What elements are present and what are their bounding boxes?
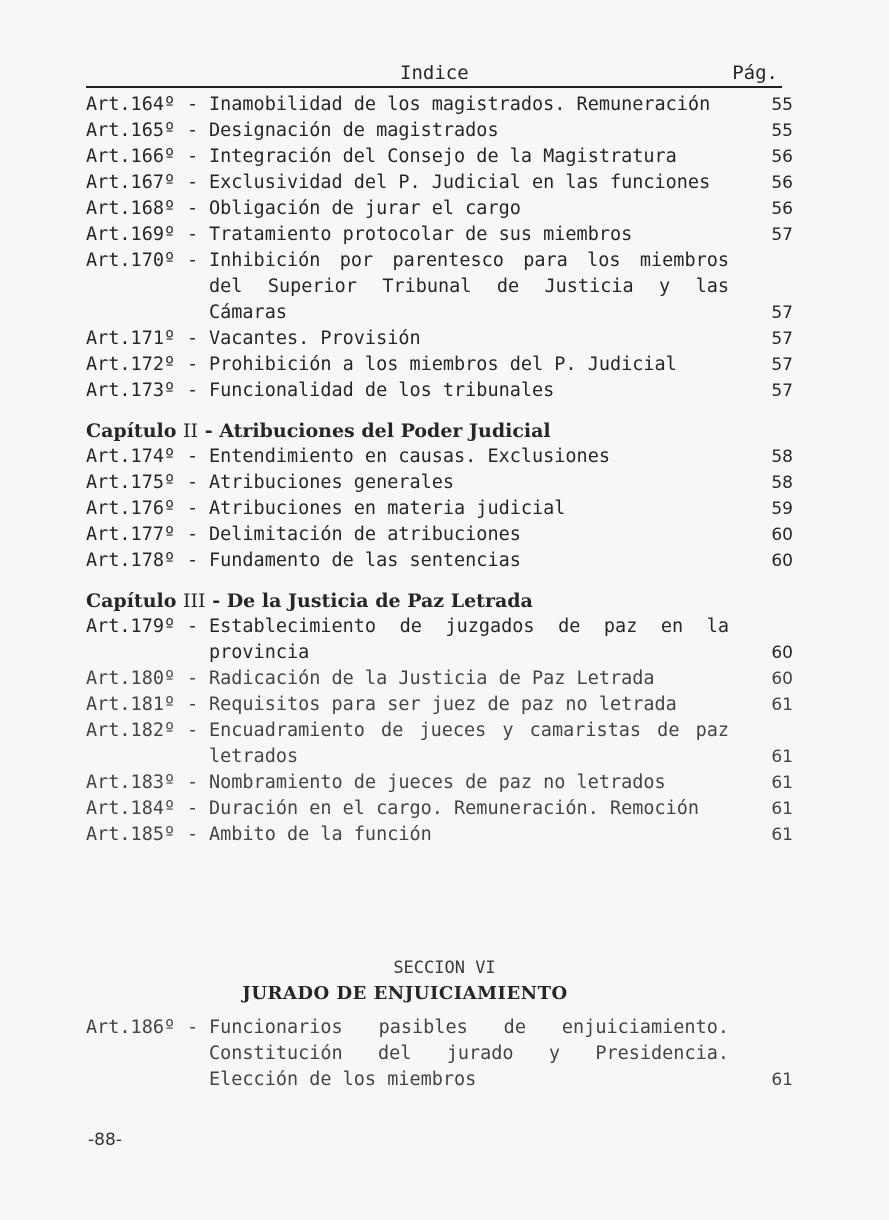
page-number: 58 bbox=[771, 447, 793, 467]
article-description: Atribuciones generales bbox=[209, 472, 455, 493]
article-description: Funcionarios pasibles de enjuiciamiento. Constitución del jurado y Presidencia. Elección de los miembros bbox=[209, 1017, 729, 1090]
index-entry: Art.166º - Integración del Consejo de la Magistratura 56 bbox=[86, 144, 796, 170]
index-entry: Art.182º - Encuadramiento de jueces y camaristas de paz letrados 61 bbox=[86, 718, 796, 770]
article-number: Art.165º bbox=[86, 120, 176, 141]
page-number: 61 bbox=[771, 825, 793, 845]
article-number: Art.164º bbox=[86, 94, 176, 115]
article-number: Art.170º bbox=[86, 250, 176, 271]
index-entry: Art.174º - Entendimiento en causas. Exclusiones 58 bbox=[86, 444, 796, 470]
article-description: Vacantes. Provisión bbox=[209, 328, 421, 349]
article-description: Radicación de la Justicia de Paz Letrada bbox=[209, 668, 655, 689]
page-number: 61 bbox=[771, 747, 793, 767]
chapter-title: - Atribuciones del Poder Judicial bbox=[204, 420, 551, 442]
index-entry: Art.185º - Ambito de la función 61 bbox=[86, 822, 796, 848]
article-number: Art.183º bbox=[86, 772, 176, 793]
chapter-title: - De la Justicia de Paz Letrada bbox=[212, 590, 533, 612]
index-entry: Art.183º - Nombramiento de jueces de paz no letrados 61 bbox=[86, 770, 796, 796]
article-number: Art.171º bbox=[86, 328, 176, 349]
section-title: JURADO DE ENJUICIAMIENTO bbox=[242, 983, 568, 1004]
page-number: 61 bbox=[771, 799, 793, 819]
article-number: Art.178º bbox=[86, 550, 176, 571]
page-number: 58 bbox=[771, 473, 793, 493]
index-entry: Art.169º - Tratamiento protocolar de sus miembros 57 bbox=[86, 222, 796, 248]
article-number: Art.173º bbox=[86, 380, 176, 401]
article-number: Art.168º bbox=[86, 198, 176, 219]
article-number: Art.179º bbox=[86, 616, 176, 637]
article-number: Art.185º bbox=[86, 824, 176, 845]
index-header bbox=[86, 60, 782, 88]
index-entry: Art.180º - Radicación de la Justicia de Paz Letrada 60 bbox=[86, 666, 796, 692]
entries-section-6 bbox=[86, 1015, 796, 1093]
article-description: Entendimiento en causas. Exclusiones bbox=[209, 446, 610, 467]
page-number: 57 bbox=[771, 355, 793, 375]
article-description: Prohibición a los miembros del P. Judicial bbox=[209, 354, 677, 375]
article-number: Art.166º bbox=[86, 146, 176, 167]
article-number: Art.176º bbox=[86, 498, 176, 519]
page-number: 57 bbox=[771, 381, 793, 401]
article-number: Art.186º bbox=[86, 1017, 176, 1038]
article-description: Fundamento de las sentencias bbox=[209, 550, 521, 571]
index-entry: Art.165º - Designación de magistrados 55 bbox=[86, 118, 796, 144]
page-number: 55 bbox=[771, 95, 793, 115]
article-description: Delimitación de atribuciones bbox=[209, 524, 521, 545]
page-number: 56 bbox=[771, 147, 793, 167]
article-description: Integración del Consejo de la Magistratura bbox=[209, 146, 677, 167]
article-description: Funcionalidad de los tribunales bbox=[209, 380, 555, 401]
article-description: Tratamiento protocolar de sus miembros bbox=[209, 224, 633, 245]
page-number: 60 bbox=[771, 525, 793, 545]
article-description: Ambito de la función bbox=[209, 824, 432, 845]
index-entry: Art.181º - Requisitos para ser juez de paz no letrada 61 bbox=[86, 692, 796, 718]
index-entry: Art.186º - Funcionarios pasibles de enjuiciamiento. Constitución del jurado y Presidencia. Elección de los miembros 61 bbox=[86, 1015, 796, 1093]
index-entries bbox=[86, 92, 796, 848]
index-entry: Art.164º - Inamobilidad de los magistrados. Remuneración 55 bbox=[86, 92, 796, 118]
index-entry: Art.184º - Duración en el cargo. Remuneración. Remoción 61 bbox=[86, 796, 796, 822]
index-entry: Art.172º - Prohibición a los miembros del P. Judicial 57 bbox=[86, 352, 796, 378]
chapter-label: Capítulo bbox=[86, 590, 177, 612]
page-number: 56 bbox=[771, 199, 793, 219]
article-description: Nombramiento de jueces de paz no letrados bbox=[209, 772, 666, 793]
article-number: Art.180º bbox=[86, 668, 176, 689]
entries-chapter-2 bbox=[86, 444, 796, 574]
page-number: 61 bbox=[771, 1070, 793, 1090]
page-number: 60 bbox=[771, 643, 793, 663]
page-number: 55 bbox=[771, 121, 793, 141]
page-number: 61 bbox=[771, 695, 793, 715]
article-number: Art.181º bbox=[86, 694, 176, 715]
folio-number: -88- bbox=[88, 1130, 122, 1150]
page-number: 59 bbox=[771, 499, 793, 519]
index-entry: Art.170º - Inhibición por parentesco para los miembros del Superior Tribunal de Justicia y las Cámaras 57 bbox=[86, 248, 796, 326]
article-description: Requisitos para ser juez de paz no letrada bbox=[209, 694, 677, 715]
article-description: Designación de magistrados bbox=[209, 120, 499, 141]
article-number: Art.169º bbox=[86, 224, 176, 245]
article-number: Art.177º bbox=[86, 524, 176, 545]
index-entry: Art.171º - Vacantes. Provisión 57 bbox=[86, 326, 796, 352]
page-number: 60 bbox=[771, 551, 793, 571]
article-description: Duración en el cargo. Remuneración. Remoción bbox=[209, 798, 700, 819]
chapter-heading-2 bbox=[86, 418, 796, 444]
chapter-number: III bbox=[183, 590, 206, 612]
entries-chapter-3 bbox=[86, 614, 796, 848]
article-number: Art.182º bbox=[86, 720, 176, 741]
article-number: Art.167º bbox=[86, 172, 176, 193]
article-number: Art.175º bbox=[86, 472, 176, 493]
article-description: Inamobilidad de los magistrados. Remuneración bbox=[209, 94, 711, 115]
article-description: Encuadramiento de jueces y camaristas de paz letrados bbox=[209, 720, 729, 767]
chapter-number: II bbox=[183, 420, 199, 442]
page-number: 57 bbox=[771, 329, 793, 349]
index-entry: Art.167º - Exclusividad del P. Judicial en las funciones 56 bbox=[86, 170, 796, 196]
chapter-heading-3 bbox=[86, 588, 796, 614]
page-number: 57 bbox=[771, 303, 793, 323]
article-number: Art.174º bbox=[86, 446, 176, 467]
index-entry: Art.179º - Establecimiento de juzgados de paz en la provincia 60 bbox=[86, 614, 796, 666]
page-number: 60 bbox=[771, 669, 793, 689]
article-description: Exclusividad del P. Judicial en las funciones bbox=[209, 172, 711, 193]
page-column-label: Pág. bbox=[732, 62, 778, 84]
section-label: SECCION VI bbox=[393, 958, 496, 978]
index-title: Indice bbox=[400, 62, 469, 84]
entries-chapter-1 bbox=[86, 92, 796, 404]
chapter-label: Capítulo bbox=[86, 420, 177, 442]
index-entry: Art.177º - Delimitación de atribuciones 60 bbox=[86, 522, 796, 548]
page-number: 61 bbox=[771, 773, 793, 793]
index-entry: Art.173º - Funcionalidad de los tribunales 57 bbox=[86, 378, 796, 404]
article-number: Art.172º bbox=[86, 354, 176, 375]
index-entry: Art.176º - Atribuciones en materia judicial 59 bbox=[86, 496, 796, 522]
page-number: 56 bbox=[771, 173, 793, 193]
page-number: 57 bbox=[771, 225, 793, 245]
article-description: Obligación de jurar el cargo bbox=[209, 198, 521, 219]
article-description: Establecimiento de juzgados de paz en la provincia bbox=[209, 616, 729, 663]
index-entry: Art.178º - Fundamento de las sentencias 60 bbox=[86, 548, 796, 574]
article-description: Atribuciones en materia judicial bbox=[209, 498, 566, 519]
article-description: Inhibición por parentesco para los miembros del Superior Tribunal de Justicia y las Cámaras bbox=[209, 250, 729, 323]
index-entry: Art.168º - Obligación de jurar el cargo 56 bbox=[86, 196, 796, 222]
article-number: Art.184º bbox=[86, 798, 176, 819]
index-entry: Art.175º - Atribuciones generales 58 bbox=[86, 470, 796, 496]
